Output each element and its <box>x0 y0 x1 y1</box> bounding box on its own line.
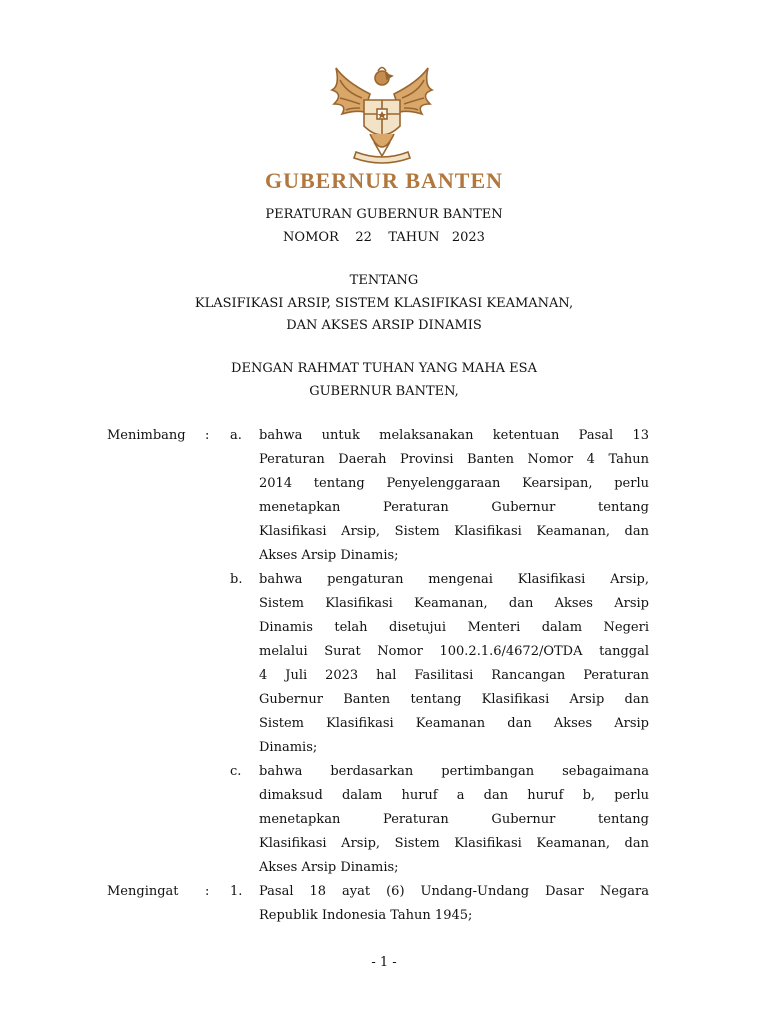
paragraph-line: Sistem Klasifikasi Keamanan, dan Akses Arsip <box>259 596 649 611</box>
paragraph-line: menetapkan Peraturan Gubernur tentang <box>259 812 649 827</box>
garuda-pancasila-emblem-icon <box>326 64 438 168</box>
mengingat-colon: : <box>205 884 210 899</box>
menimbang-item-c <box>259 760 649 880</box>
paragraph-line: Sistem Klasifikasi Keamanan dan Akses Arsip <box>259 716 649 731</box>
paragraph-line: Dinamis telah disetujui Menteri dalam Negeri <box>259 620 649 635</box>
paragraph-line: bahwa pengaturan mengenai Klasifikasi Arsip, <box>259 572 649 587</box>
menimbang-label: Menimbang <box>107 428 186 443</box>
regulation-number: NOMOR 22 TAHUN 2023 <box>283 230 485 245</box>
paragraph-line: dimaksud dalam huruf a dan huruf b, perlu <box>259 788 649 803</box>
menimbang-item-marker: b. <box>230 572 243 587</box>
paragraph-line: menetapkan Peraturan Gubernur tentang <box>259 500 649 515</box>
paragraph-line: Peraturan Daerah Provinsi Banten Nomor 4 Tahun <box>259 452 649 467</box>
org-title: GUBERNUR BANTEN <box>264 168 504 193</box>
menimbang-item-a <box>259 424 649 568</box>
paragraph-line: 4 Juli 2023 hal Fasilitasi Rancangan Peraturan <box>259 668 649 683</box>
mengingat-label: Mengingat <box>107 884 179 899</box>
page-number: - 1 - <box>371 955 397 970</box>
paragraph-line: Republik Indonesia Tahun 1945; <box>259 908 473 923</box>
paragraph-line: 2014 tentang Penyelenggaraan Kearsipan, perlu <box>259 476 649 491</box>
regulation-title: PERATURAN GUBERNUR BANTEN <box>265 207 503 222</box>
mengingat-item-1 <box>259 880 649 928</box>
mengingat-item-marker: 1. <box>230 884 243 899</box>
paragraph-line: bahwa untuk melaksanakan ketentuan Pasal 13 <box>259 428 649 443</box>
menimbang-colon: : <box>205 428 210 443</box>
blessing-line-1: DENGAN RAHMAT TUHAN YANG MAHA ESA <box>231 361 537 376</box>
paragraph-line: melalui Surat Nomor 100.2.1.6/4672/OTDA tanggal <box>259 644 649 659</box>
paragraph-line: Akses Arsip Dinamis; <box>259 860 399 875</box>
blessing-line-2: GUBERNUR BANTEN, <box>309 384 459 399</box>
paragraph-line: Pasal 18 ayat (6) Undang-Undang Dasar Negara <box>259 884 649 899</box>
menimbang-item-b <box>259 568 649 760</box>
paragraph-line: Gubernur Banten tentang Klasifikasi Arsip dan <box>259 692 649 707</box>
subject-line-1: KLASIFIKASI ARSIP, SISTEM KLASIFIKASI KEAMANAN, <box>194 296 574 311</box>
menimbang-item-marker: c. <box>230 764 242 779</box>
menimbang-item-marker: a. <box>230 428 242 443</box>
paragraph-line: bahwa berdasarkan pertimbangan sebagaimana <box>259 764 649 779</box>
paragraph-line: Klasifikasi Arsip, Sistem Klasifikasi Keamanan, dan <box>259 836 649 851</box>
about-heading: TENTANG <box>349 273 419 288</box>
subject-line-2: DAN AKSES ARSIP DINAMIS <box>286 318 482 333</box>
paragraph-line: Akses Arsip Dinamis; <box>259 548 399 563</box>
paragraph-line: Klasifikasi Arsip, Sistem Klasifikasi Keamanan, dan <box>259 524 649 539</box>
paragraph-line: Dinamis; <box>259 740 318 755</box>
